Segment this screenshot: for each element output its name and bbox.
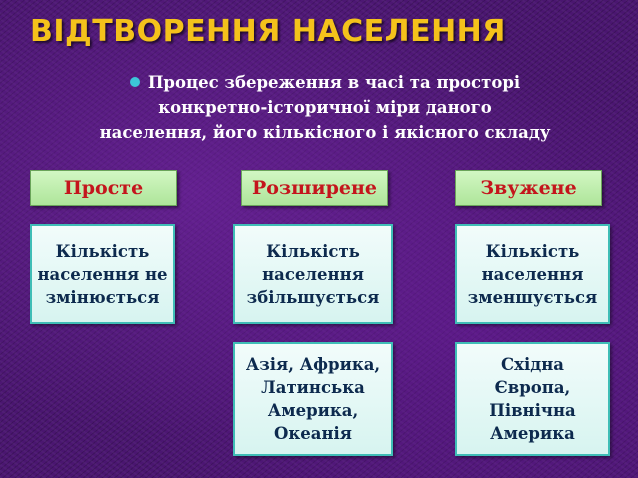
type-narrowed-regions (455, 342, 610, 456)
description-line: змінюється (45, 287, 160, 307)
type-expanded-description (233, 224, 393, 324)
region-line: Північна (489, 401, 576, 420)
type-expanded-label: Розширене (241, 170, 388, 206)
description-line: збільшується (246, 287, 380, 307)
type-simple-label: Просте (30, 170, 177, 206)
region-line: Океанія (273, 424, 352, 443)
region-line: Америка, (267, 401, 359, 420)
definition-line-1 (60, 70, 590, 95)
region-line: Латинська (261, 378, 365, 397)
description-line: населення (262, 264, 364, 284)
type-expanded-regions (233, 342, 393, 456)
region-line: Азія, Африка, (245, 355, 381, 374)
region-line: Східна (500, 355, 564, 374)
description-line: населення не (37, 264, 168, 284)
description-line: населення (481, 264, 584, 284)
definition-line-1-text: Процес збереження в часі та просторі (147, 73, 521, 92)
bullet-icon (130, 77, 140, 87)
description-line: Кількість (55, 241, 150, 261)
type-narrowed-description (455, 224, 610, 324)
description-line: зменшується (467, 287, 598, 307)
slide-title: ВІДТВОРЕННЯ НАСЕЛЕННЯ (30, 14, 506, 49)
region-line: Європа, (494, 378, 571, 397)
definition-text (60, 70, 590, 145)
type-narrowed-label: Звужене (455, 170, 602, 206)
region-line: Америка (490, 424, 575, 443)
definition-line-2: конкретно-історичної міри даного (158, 98, 492, 117)
description-line: Кількість (485, 241, 580, 261)
type-simple-description (30, 224, 175, 324)
definition-line-3: населення, його кількісного і якісного складу (99, 123, 551, 142)
description-line: Кількість (266, 241, 360, 261)
